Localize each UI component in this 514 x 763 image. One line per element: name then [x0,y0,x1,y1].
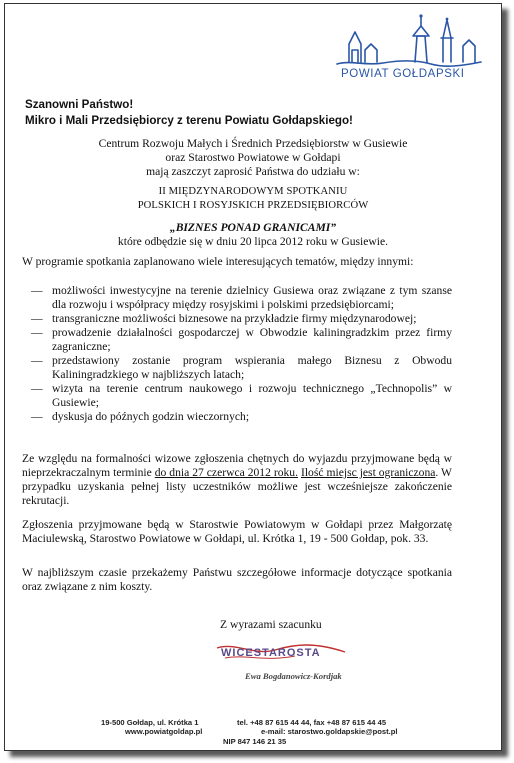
deadline-text-c: . W przypadku uzyskania pełnej listy uczestników możliwe jest wcześniejsze zakończenie rekrutacji. [22,466,452,507]
greeting-line-2: Mikro i Mali Przedsiębiorcy z terenu Powiatu Gołdapskiego! [25,114,353,127]
dash-bullet: — [31,354,43,367]
greeting-line-1: Szanowni Państwo! [25,98,134,111]
footer-phone: tel. +48 87 615 44 44, fax +48 87 615 44 45 [237,718,387,727]
topic-text: prowadzenie działalności gospodarczej w Obwodzie kaliningradzkim przez firmy zagraniczne; [52,326,452,353]
intro-line-1: Centrum Rozwoju Małych i Średnich Przedsiębiorstw w Gusiewie [98,137,408,150]
powiat-emblem [331,10,487,70]
deadline-paragraph [22,452,452,508]
event-title: „BIZNES PONAD GRANICAMI” [169,221,337,234]
signature-title: WICESTAROSTA [221,647,321,659]
event-date-line: które odbędzie się w dniu 20 lipca 2012 roku w Gusiewie. [117,235,389,248]
dash-bullet: — [31,312,43,325]
signature-name: Ewa Bogdanowicz-Kordjak [245,671,342,681]
footer-nip: NIP 847 146 21 35 [223,737,287,746]
dash-bullet: — [31,326,43,339]
intro-line-2: oraz Starostwo Powiatowe w Gołdapi [165,151,341,164]
dash-bullet: — [31,382,43,395]
letter-page [4,3,502,751]
signature-stamp [215,640,355,666]
places-limited: Ilość miejsc jest ograniczona [300,466,436,479]
list-item [22,382,452,410]
intro-line-3: mają zaszczyt zaprosić Państwa do udziału w: [146,165,360,178]
footer-address: 19-500 Gołdap, ul. Krótka 1 [101,718,199,727]
footer-website: www.powiatgoldap.pl [125,727,203,736]
event-line-1: II MIĘDZYNARODOWYM SPOTKANIU [158,186,348,197]
program-list [22,284,452,424]
list-item [22,284,452,312]
dash-bullet: — [31,410,43,423]
list-item [22,354,452,382]
closing: Z wyrazami szacunku [220,618,322,631]
logo-text: POWIAT GOŁDAPSKI [341,68,465,80]
topic-text: dyskusja do późnych godzin wieczornych; [52,410,250,423]
dash-bullet: — [31,284,43,297]
event-line-2: POLSKICH I ROSYJSKICH PRZEDSIĘBIORCÓW [137,200,369,211]
program-intro: W programie spotkania zaplanowano wiele interesujących tematów, między innymi: [22,255,414,268]
topic-text: możliwości inwestycyjne na terenie dzielnicy Gusiewa oraz związane z tym szanse dla rozwoju i współpracy między rosyjskimi i polskimi przedsiębiorcami; [52,284,452,311]
topic-text: przedstawiony zostanie program wspierania małego Biznesu z Obwodu Kaliningradzkiego w najbliższych latach; [52,354,452,381]
info-paragraph: W najbliższym czasie przekażemy Państwu szczegółowe informacje dotyczące spotkania oraz związane z nim koszty. [22,566,452,593]
footer-email: e-mail: starostwo.goldapskie@post.pl [261,727,398,736]
powiat-logo [331,10,487,88]
list-item [22,410,452,424]
topic-text: wizyta na terenie centrum naukowego i rozwoju technicznego „Technopolis” w Gusiewie; [52,382,452,409]
applications-paragraph: Zgłoszenia przyjmowane będą w Starostwie Powiatowym w Gołdapi przez Małgorzatę Maciulewską, Starostwo Powiatowe w Gołdapi, ul. Krótka 1, 19 - 500 Gołdap, pok. 33. [22,518,452,545]
topic-text: transgraniczne możliwości biznesowe na przykładzie firmy międzynarodowej; [52,312,417,325]
deadline-date: do dnia 27 czerwca 2012 roku. [154,466,298,479]
deadline-text-a: Ze względu na formalności wizowe zgłoszenia chętnych do wyjazdu przyjmowane będą w nieprzekraczalnym terminie [22,452,452,479]
list-item [22,312,452,326]
list-item [22,326,452,354]
